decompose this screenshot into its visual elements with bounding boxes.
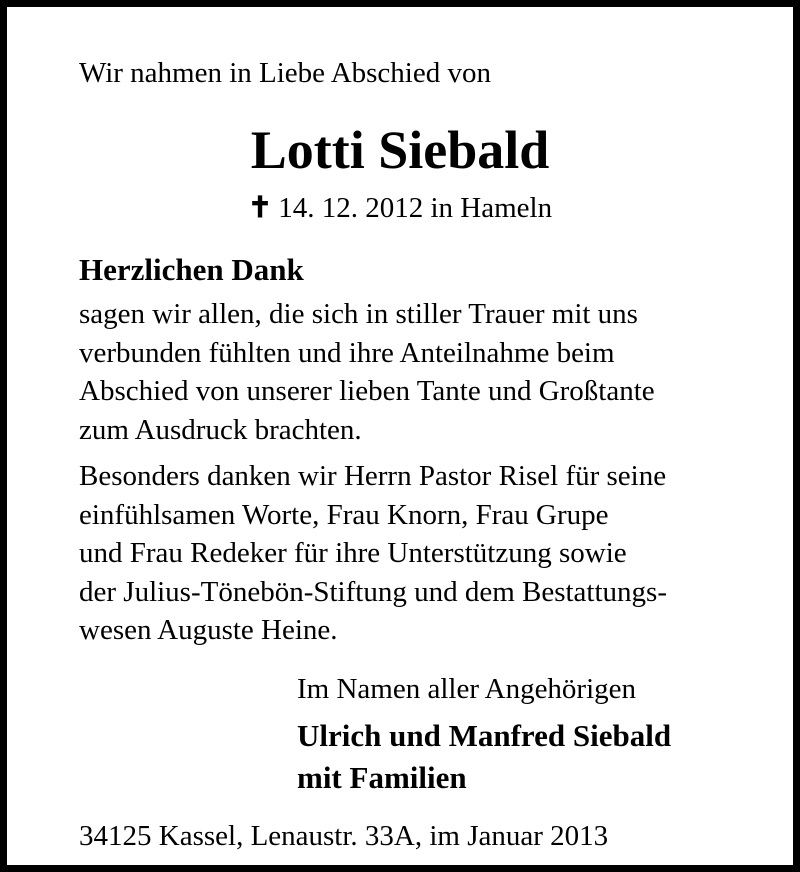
special-thanks-paragraph (79, 457, 667, 650)
deceased-name: Lotti Siebald (250, 120, 550, 180)
thanks-heading: Herzlichen Dank (79, 252, 304, 287)
paragraph-line: zum Ausdruck brachten. (79, 413, 362, 446)
signature-line: mit Familien (297, 760, 467, 795)
paragraph-line: der Julius-Tönebön-Stiftung und dem Bestattungs- (79, 575, 667, 608)
paragraph-line: wesen Auguste Heine. (79, 614, 338, 646)
death-date-place: 14. 12. 2012 in Hameln (278, 192, 553, 224)
signature-intro: Im Namen aller Angehörigen (297, 673, 637, 705)
signature-names (297, 715, 671, 799)
paragraph-line: einfühlsamen Worte, Frau Knorn, Frau Grupe (79, 498, 609, 531)
intro-text: Wir nahmen in Liebe Abschied von (79, 57, 491, 89)
paragraph-line: Besonders danken wir Herrn Pastor Risel für seine (79, 460, 667, 492)
death-line (7, 191, 793, 225)
signature-line: Ulrich und Manfred Siebald (297, 718, 672, 753)
address-line: 34125 Kassel, Lenaustr. 33A, im Januar 2013 (79, 820, 609, 852)
thanks-paragraph (79, 295, 655, 449)
paragraph-line: sagen wir allen, die sich in stiller Trauer mit uns (79, 298, 638, 330)
paragraph-line: Abschied von unserer lieben Tante und Großtante (79, 375, 655, 407)
paragraph-line: und Frau Redeker für ihre Unterstützung sowie (79, 537, 627, 569)
cross-icon: ✝ (247, 192, 273, 224)
paragraph-line: verbunden fühlten und ihre Anteilnahme beim (79, 336, 615, 369)
